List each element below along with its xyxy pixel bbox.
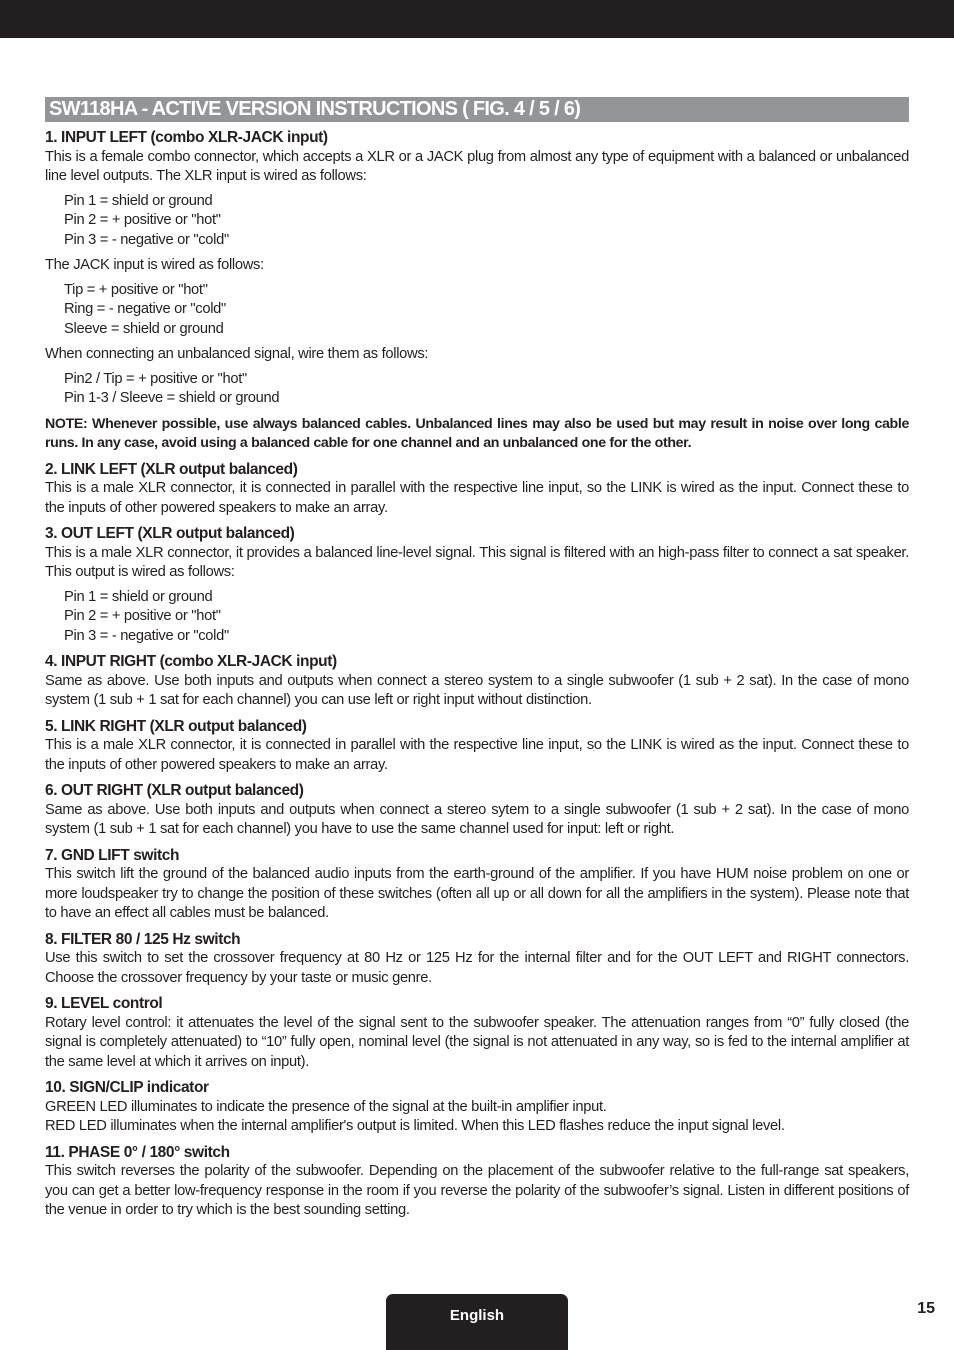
jack-pin-list [64, 281, 909, 340]
list-item: Pin 2 = + positive or "hot" [64, 212, 221, 228]
unbalanced-intro: When connecting an unbalanced signal, wire them as follows: [45, 346, 429, 362]
heading-out-left: 3. OUT LEFT (XLR output balanced) [45, 525, 295, 542]
jack-intro: The JACK input is wired as follows: [45, 257, 264, 273]
list-item: Tip = + positive or "hot" [64, 281, 208, 298]
page-number: 15 [917, 1300, 935, 1317]
body-out-left: This is a male XLR connector, it provides a balanced line-level signal. This signal is filtered with an high-pass filter to connect a sat speaker. This output is wired as follows: [45, 544, 909, 580]
list-item: Pin 1 = shield or ground [64, 588, 213, 605]
heading-phase: 11. PHASE 0° / 180° switch [45, 1143, 230, 1161]
list-item: Pin 3 = - negative or "cold" [64, 231, 229, 248]
list-item: Sleeve = shield or ground [64, 320, 224, 337]
body-gnd-lift: This switch lift the ground of the balanced audio inputs from the earth-ground of the amplifier. If you have HUM noise problem on one or more loudspeaker try to change the position of these switches (often all up or all down for all the amplifiers in the system). Please note that to have an effect all cables must be balanced. [45, 866, 909, 921]
heading-input-left: 1. INPUT LEFT (combo XLR-JACK input) [45, 129, 328, 146]
list-item: Pin 2 = + positive or "hot" [64, 608, 221, 624]
list-item: Pin 1 = shield or ground [64, 192, 213, 209]
heading-level: 9. LEVEL control [45, 995, 163, 1012]
language-tab: English [386, 1294, 568, 1350]
xlr-pin-list [64, 192, 909, 251]
list-item: Ring = - negative or "cold" [64, 301, 226, 317]
body-link-right: This is a male XLR connector, it is connected in parallel with the respective line input, so the LINK is wired as the input. Connect these to the inputs of other powered speakers to make an array. [45, 737, 909, 773]
heading-link-right: 5. LINK RIGHT (XLR output balanced) [45, 717, 307, 735]
page-content [45, 97, 909, 1221]
heading-link-left: 2. LINK LEFT (XLR output balanced) [45, 460, 298, 478]
balanced-cable-note: NOTE: Whenever possible, use always balanced cables. Unbalanced lines may also be used but may result in noise over long cable runs. In any case, avoid using a balanced cable for one channel and an unbalanced one for the other. [45, 415, 909, 451]
body-sign-clip-green: GREEN LED illuminates to indicate the presence of the signal at the built-in amplifier input. [45, 1098, 607, 1115]
heading-sign-clip: 10. SIGN/CLIP indicator [45, 1079, 209, 1096]
unbalanced-pin-list [64, 370, 909, 409]
list-item: Pin 3 = - negative or "cold" [64, 627, 229, 644]
out-left-pin-list [64, 588, 909, 647]
body-phase: This switch reverses the polarity of the subwoofer. Depending on the placement of the subwoofer relative to the full-range sat speakers, you can get a better low-frequency response in the room if you reverse the polarity of the subwoofer’s signal. Listen in different positions of the venue in order to try which is the best sounding setting. [45, 1163, 909, 1218]
body-filter: Use this switch to set the crossover frequency at 80 Hz or 125 Hz for the internal filter and for the OUT LEFT and RIGHT connectors. Choose the crossover frequency by your taste or music genre. [45, 950, 909, 986]
heading-gnd-lift: 7. GND LIFT switch [45, 846, 180, 864]
heading-input-right: 4. INPUT RIGHT (combo XLR-JACK input) [45, 653, 337, 670]
body-input-right: Same as above. Use both inputs and outputs when connect a stereo system to a single subwoofer (1 sub + 2 sat). In the case of mono system (1 sub + 1 sat for each channel) you can use left or right input without distinction. [45, 672, 909, 708]
top-bar [0, 0, 954, 38]
body-sign-clip-red: RED LED illuminates when the internal amplifier's output is limited. When this LED flashes reduce the input signal level. [45, 1118, 785, 1134]
heading-filter: 8. FILTER 80 / 125 Hz switch [45, 930, 241, 948]
list-item: Pin 1-3 / Sleeve = shield or ground [64, 390, 280, 406]
body-link-left: This is a male XLR connector, it is connected in parallel with the respective line input, so the LINK is wired as the input. Connect these to the inputs of other powered speakers to make an array. [45, 480, 909, 516]
list-item: Pin2 / Tip = + positive or "hot" [64, 370, 247, 387]
section-title: SW118HA - ACTIVE VERSION INSTRUCTIONS ( FIG. 4 / 5 / 6) [45, 97, 909, 122]
heading-out-right: 6. OUT RIGHT (XLR output balanced) [45, 782, 304, 799]
body-out-right: Same as above. Use both inputs and outputs when connect a stereo sytem to a single subwoofer (1 sub + 2 sat). In the case of mono system (1 sub + 1 sat for each channel) you have to use the same channel used for input: left or right. [45, 801, 909, 837]
body-level: Rotary level control: it attenuates the level of the signal sent to the subwoofer speaker. The attenuation ranges from “0” fully closed (the signal is completely attenuated) to “10” fully open, nominal level (the signal is not attenuated in any way, so is fed to the internal amplifier at the same level at which it arrives on input). [45, 1014, 909, 1070]
body-input-left: This is a female combo connector, which accepts a XLR or a JACK plug from almost any type of equipment with a balanced or unbalanced line level outputs. The XLR input is wired as follows: [45, 148, 909, 184]
